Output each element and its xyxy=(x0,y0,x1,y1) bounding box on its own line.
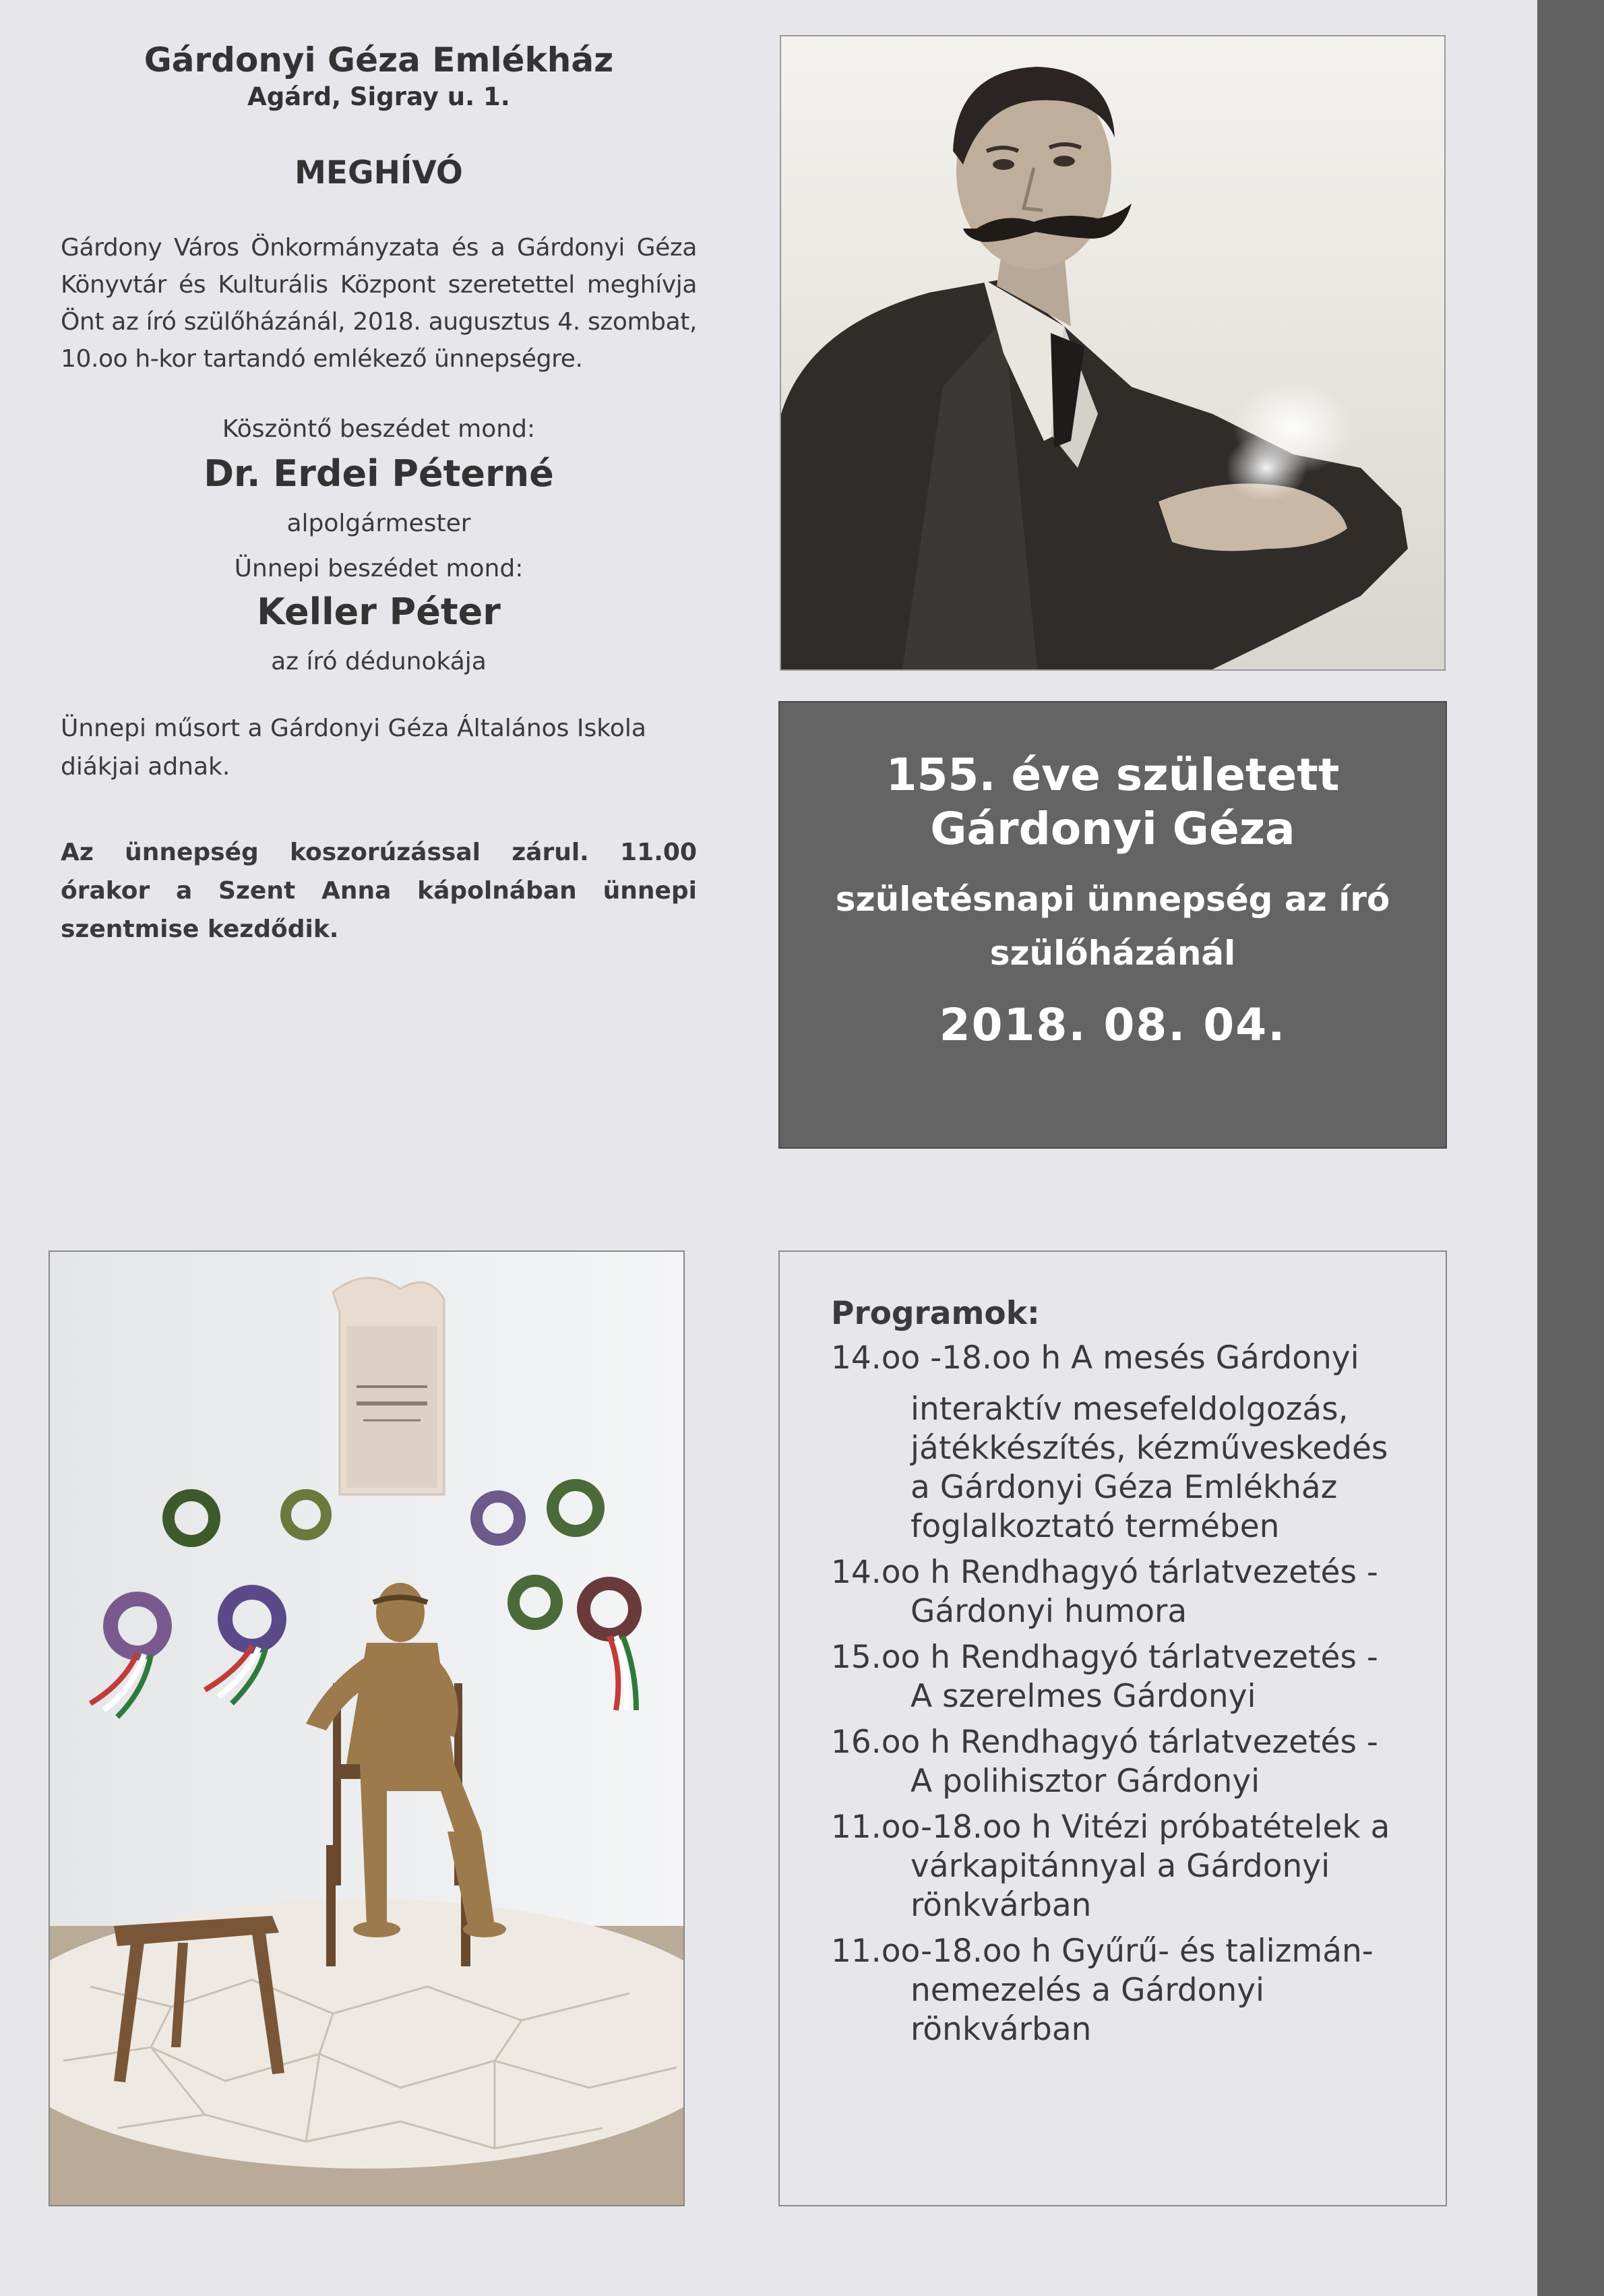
program-time: 14.oo -18.oo h A mesés Gárdonyi xyxy=(831,1339,1359,1377)
highlight-subtitle xyxy=(780,872,1446,980)
program-time: 16.oo h Rendhagyó tárlatvezetés - xyxy=(831,1724,1378,1761)
program-item xyxy=(831,1808,1446,1925)
program-detail-line: a Gárdonyi Géza Emlékház xyxy=(911,1469,1338,1506)
program-detail-line: A polihisztor Gárdonyi xyxy=(911,1763,1260,1800)
invitation-intro: Gárdony Város Önkormányzata és a Gárdonyi Géza Könyvtár és Kulturális Központ szeretettel meghívja Önt az író szülőházánál, 2018. augusztus 4. szombat, 10.oo h-kor tartandó emlékező ünnepségre. xyxy=(61,234,697,373)
highlight-subtitle-line1: születésnapi ünnepség az író xyxy=(835,880,1390,919)
venue-name: Gárdonyi Géza Emlékház xyxy=(144,40,614,80)
program-item xyxy=(831,1339,1446,1546)
program-detail xyxy=(831,1847,1446,1925)
program-detail xyxy=(831,1592,1446,1631)
highlight-title-line2: Gárdonyi Géza xyxy=(930,803,1295,855)
program-detail-line: rönkvárban xyxy=(911,2011,1092,2048)
invitation-title: MEGHÍVÓ xyxy=(295,154,463,191)
program-detail-line: nemezelés a Gárdonyi xyxy=(911,1972,1265,2009)
invitation-text xyxy=(61,40,697,948)
program-detail-line: foglalkoztató termében xyxy=(911,1508,1280,1545)
program-detail-line: várkapitánnyal a Gárdonyi xyxy=(911,1848,1330,1885)
statue-photo xyxy=(49,1250,685,2206)
program-detail-line: A szerelmes Gárdonyi xyxy=(911,1678,1256,1715)
programs-box xyxy=(778,1250,1447,2206)
program-detail-line: interaktív mesefeldolgozás, xyxy=(911,1391,1349,1428)
speaker-1-role: alpolgármester xyxy=(286,510,471,537)
portrait-illustration xyxy=(781,36,1444,669)
highlight-date: 2018. 08. 04. xyxy=(939,999,1287,1051)
highlight-subtitle-line2: szülőházánál xyxy=(989,934,1236,973)
highlight-title xyxy=(780,748,1446,856)
program-time: 14.oo h Rendhagyó tárlatvezetés - xyxy=(831,1554,1378,1591)
program-time: 11.oo-18.oo h Gyűrű- és talizmán- xyxy=(831,1933,1374,1970)
speaker-2-label: Ünnepi beszédet mond: xyxy=(234,555,524,582)
program-detail xyxy=(831,1677,1446,1716)
speaker-1-name: Dr. Erdei Péterné xyxy=(204,452,554,495)
program-time: 11.oo-18.oo h Vitézi próbatételek a xyxy=(831,1809,1390,1846)
portrait-photo xyxy=(780,35,1446,671)
speaker-2-name: Keller Péter xyxy=(257,591,501,633)
statue-illustration xyxy=(50,1252,683,2205)
program-item xyxy=(831,1638,1446,1716)
program-detail xyxy=(831,1971,1446,2049)
program-detail-line: játékkészítés, kézműveskedés xyxy=(911,1430,1388,1467)
program-item xyxy=(831,1723,1446,1801)
speaker-2-role: az író dédunokája xyxy=(271,648,487,675)
program-item xyxy=(831,1553,1446,1631)
program-detail xyxy=(831,1390,1446,1546)
venue-address: Agárd, Sigray u. 1. xyxy=(247,82,510,111)
program-detail-line: Gárdonyi humora xyxy=(911,1593,1187,1630)
programs-heading: Programok: xyxy=(831,1295,1040,1332)
program-note: Ünnepi műsort a Gárdonyi Géza Általános Iskola diákjai adnak. xyxy=(61,715,646,781)
program-time: 15.oo h Rendhagyó tárlatvezetés - xyxy=(831,1639,1378,1676)
closing-note: Az ünnepség koszorúzással zárul. 11.00 órakor a Szent Anna kápolnában ünnepi szentmise kezdődik. xyxy=(61,839,697,943)
event-highlight-box xyxy=(778,701,1447,1149)
highlight-title-line1: 155. éve született xyxy=(886,749,1340,801)
speaker-1-label: Köszöntő beszédet mond: xyxy=(222,415,536,443)
program-item xyxy=(831,1932,1446,2049)
program-detail xyxy=(831,1762,1446,1801)
program-detail-line: rönkvárban xyxy=(911,1887,1092,1924)
right-sidebar-band xyxy=(1537,0,1604,2296)
